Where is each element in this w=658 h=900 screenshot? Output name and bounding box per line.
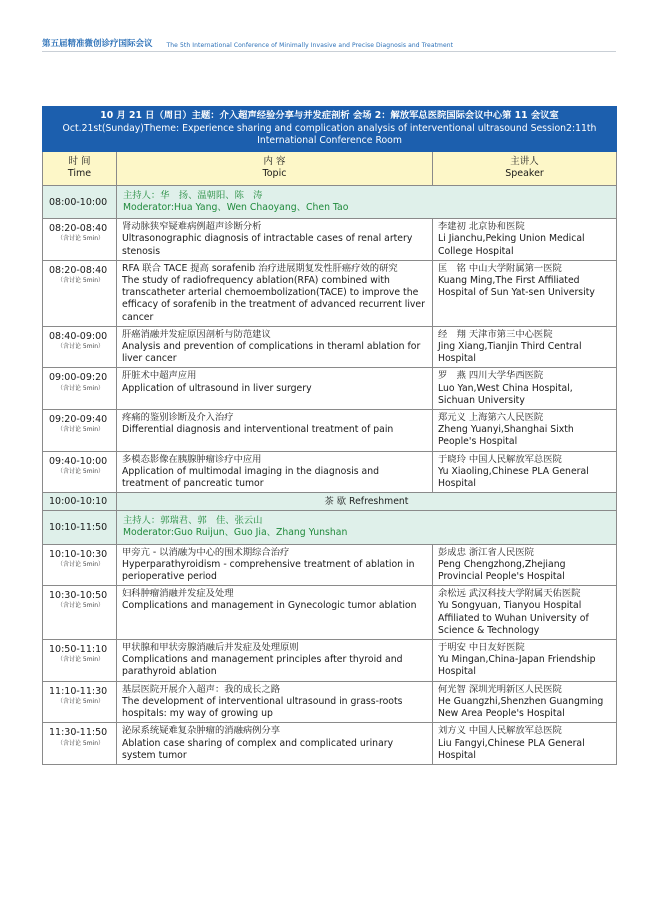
speaker-cn: 郑元义 上海第六人民医院 (438, 412, 544, 424)
speaker-cell (433, 681, 617, 723)
topic-cell (117, 723, 433, 765)
time-range: 09:00-09:20 (49, 372, 108, 384)
talk-row (43, 681, 617, 723)
topic-en: The study of radiofrequency ablation(RFA) combined with transcatheter arterial chemoembolization(TACE) to improve the efficacy of sorafenib in the treatment of advanced recurrent liver cancer (122, 275, 425, 323)
moderator-row (43, 511, 617, 544)
discussion-note: （含讨论 5min） (57, 697, 105, 705)
time-range: 09:20-09:40 (49, 414, 108, 426)
speaker-cn: 刘方义 中国人民解放军总医院 (438, 725, 562, 737)
talk-row (43, 410, 617, 452)
topic-cn: 多模态影像在胰腺肿瘤诊疗中应用 (122, 453, 262, 465)
topic-cn: 甲旁亢 - 以消融为中心的围术期综合治疗 (122, 546, 290, 558)
speaker-cn: 于明安 中日友好医院 (438, 642, 525, 654)
speaker-cell (433, 586, 617, 640)
topic-cell (117, 640, 433, 682)
topic-cn: 基层医院开展介入超声：我的成长之路 (122, 683, 281, 695)
time-range: 08:20-08:40 (49, 223, 108, 235)
time-cell (43, 410, 117, 452)
moderator-cn: 主持人：郭瑞君、郭 佳、张云山 (123, 515, 263, 527)
topic-cn: 肝癌消融并发症原因剖析与防范建议 (122, 328, 271, 340)
time-range: 10:30-10:50 (49, 590, 108, 602)
schedule-body (43, 107, 617, 765)
topic-en: Ablation case sharing of complex and complicated urinary system tumor (122, 737, 394, 761)
speaker-cn: 罗 燕 四川大学华西医院 (438, 370, 544, 382)
topic-en: Ultrasonographic diagnosis of intractable cases of renal artery stenosis (122, 233, 413, 257)
time-cell (43, 493, 117, 511)
talk-row (43, 219, 617, 261)
speaker-en: Kuang Ming,The First Affiliated Hospital of Sun Yat-sen University (438, 275, 595, 299)
time-cell (43, 640, 117, 682)
topic-cn: 肝脏术中超声应用 (122, 370, 197, 382)
speaker-cn: 李建初 北京协和医院 (438, 221, 525, 233)
speaker-en: Peng Chengzhong,Zhejiang Provincial People's Hospital (438, 558, 566, 583)
speaker-column-header (433, 151, 617, 185)
speaker-en: Jing Xiang,Tianjin Third Central Hospital (438, 341, 582, 365)
talk-row (43, 260, 617, 326)
discussion-note: （含讨论 5min） (57, 739, 105, 747)
speaker-cn: 于晓玲 中国人民解放军总医院 (438, 453, 562, 465)
talk-row (43, 544, 617, 586)
discussion-note: （含讨论 5min） (57, 602, 105, 610)
schedule-table (42, 106, 617, 765)
speaker-cn: 彭成忠 浙江省人民医院 (438, 546, 534, 558)
topic-en: Application of multimodal imaging in the diagnosis and treatment of pancreatic tumor (122, 465, 380, 490)
moderator-cell (117, 511, 617, 544)
time-cell (43, 723, 117, 765)
topic-header-en: Topic (262, 168, 287, 180)
time-cell (43, 185, 117, 218)
topic-en: Hyperparathyroidism - comprehensive treatment of ablation in perioperative period (122, 558, 415, 583)
speaker-cell (433, 640, 617, 682)
time-range: 10:00-10:10 (49, 495, 108, 507)
session-title-cn: 10 月 21 日（周日）主题：介入超声经验分享与并发症剖析 会场 2：解放军总医院国际会议中心第 11 会议室 (100, 110, 559, 121)
time-cell (43, 511, 117, 544)
speaker-cell (433, 723, 617, 765)
time-range: 08:40-09:00 (49, 330, 108, 342)
talk-row (43, 451, 617, 493)
speaker-cell (433, 260, 617, 326)
speaker-en: Yu Songyuan, Tianyou Hospital Affiliated to Wuhan University of Science & Technology (438, 600, 589, 636)
time-cell (43, 260, 117, 326)
moderator-row (43, 185, 617, 218)
topic-cell (117, 410, 433, 452)
topic-cell (117, 219, 433, 261)
topic-en: The development of interventional ultrasound in grass-roots hospitals: my way of growing up (122, 695, 403, 720)
time-column-header (43, 151, 117, 185)
topic-column-header (117, 151, 433, 185)
discussion-note: （含讨论 5min） (57, 343, 105, 351)
time-cell (43, 586, 117, 640)
speaker-cn: 匡 铭 中山大学附属第一医院 (438, 262, 562, 274)
speaker-cn: 经 翔 天津市第三中心医院 (438, 328, 553, 340)
topic-cell (117, 544, 433, 586)
time-header-en: Time (67, 168, 92, 180)
moderator-cn: 主持人：华 扬、温朝阳、陈 涛 (123, 189, 263, 201)
speaker-header-cn: 主讲人 (510, 156, 539, 168)
moderator-cell (117, 185, 617, 218)
talk-row (43, 723, 617, 765)
time-cell (43, 219, 117, 261)
talk-row (43, 368, 617, 410)
time-range: 08:20-08:40 (49, 264, 108, 276)
topic-cn: 疼痛的鉴别诊断及介入治疗 (122, 412, 234, 424)
topic-cn: RFA 联合 TACE 提高 sorafenib 治疗进展期复发性肝癌疗效的研究 (122, 262, 398, 274)
talk-row (43, 640, 617, 682)
time-range: 08:00-10:00 (49, 196, 108, 208)
time-range: 11:30-11:50 (49, 727, 108, 739)
speaker-en: Yu Xiaoling,Chinese PLA General Hospital (438, 465, 589, 490)
speaker-en: Liu Fangyi,Chinese PLA General Hospital (438, 737, 585, 761)
topic-cn: 甲状腺和甲状旁腺消融后并发症及处理原则 (122, 642, 299, 654)
topic-en: Application of ultrasound in liver surgery (122, 382, 312, 394)
topic-en: Analysis and prevention of complications in theraml ablation for liver cancer (122, 341, 421, 365)
topic-cn: 妇科肿瘤消融并发症及处理 (122, 588, 234, 600)
topic-header-cn: 内 容 (263, 156, 286, 168)
time-cell (43, 681, 117, 723)
speaker-cn: 何光智 深圳光明新区人民医院 (438, 683, 562, 695)
time-cell (43, 544, 117, 586)
time-header-cn: 时 间 (68, 156, 91, 168)
speaker-en: Zheng Yuanyi,Shanghai Sixth People's Hospital (438, 424, 574, 448)
topic-cell (117, 326, 433, 368)
column-header-row (43, 151, 617, 185)
speaker-cell (433, 544, 617, 586)
time-range: 09:40-10:00 (49, 455, 108, 467)
topic-cell (117, 368, 433, 410)
moderator-en: Moderator:Guo Ruijun、Guo Jia、Zhang Yunshan (123, 527, 348, 539)
talk-row (43, 586, 617, 640)
topic-cell (117, 681, 433, 723)
time-cell (43, 451, 117, 493)
topic-cn: 泌尿系统疑难复杂肿瘤的消融病例分享 (122, 725, 281, 737)
topic-en: Differential diagnosis and interventional treatment of pain (122, 424, 394, 436)
conference-title-en: The 5th International Conference of Minimally Invasive and Precise Diagnosis and Treatment (166, 42, 454, 49)
speaker-cell (433, 219, 617, 261)
discussion-note: （含讨论 5min） (57, 656, 105, 664)
speaker-en: Li Jianchu,Peking Union Medical College Hospital (438, 233, 585, 257)
speaker-cell (433, 368, 617, 410)
topic-en: Complications and management principles after thyroid and parathyroid ablation (122, 654, 403, 678)
break-label: 茶 歇 Refreshment (117, 493, 617, 511)
speaker-cell (433, 410, 617, 452)
break-row (43, 493, 617, 511)
topic-cn: 肾动脉狭窄疑难病例超声诊断分析 (122, 221, 262, 233)
discussion-note: （含讨论 5min） (57, 235, 105, 243)
time-range: 10:10-10:30 (49, 548, 108, 560)
time-range: 10:50-11:10 (49, 644, 108, 656)
discussion-note: （含讨论 5min） (57, 277, 105, 284)
speaker-cn: 余松远 武汉科技大学附属天佑医院 (438, 588, 581, 600)
discussion-note: （含讨论 5min） (57, 560, 105, 568)
topic-en: Complications and management in Gynecologic tumor ablation (122, 600, 417, 612)
topic-cell (117, 586, 433, 640)
session-banner-cell (43, 107, 617, 152)
topic-cell (117, 451, 433, 493)
speaker-cell (433, 451, 617, 493)
time-cell (43, 368, 117, 410)
speaker-en: Luo Yan,West China Hospital, Sichuan University (438, 382, 573, 406)
discussion-note: （含讨论 5min） (57, 426, 105, 434)
topic-cell (117, 260, 433, 326)
time-range: 10:10-11:50 (49, 522, 108, 534)
time-cell (43, 326, 117, 368)
moderator-en: Moderator:Hua Yang、Wen Chaoyang、Chen Tao (123, 201, 349, 213)
discussion-note: （含讨论 5min） (57, 384, 105, 392)
talk-row (43, 326, 617, 368)
session-title-en: Oct.21st(Sunday)Theme: Experience sharing and complication analysis of interventional ultrasound Session2:11th International Conference Room (62, 122, 597, 147)
session-banner (43, 107, 617, 152)
speaker-cell (433, 326, 617, 368)
speaker-header-en: Speaker (505, 168, 544, 180)
page-header (42, 36, 616, 52)
speaker-en: He Guangzhi,Shenzhen Guangming New Area People's Hospital (438, 695, 604, 720)
conference-title-cn: 第五届精准微创诊疗国际会议 (42, 39, 153, 49)
time-range: 11:10-11:30 (49, 685, 108, 697)
speaker-en: Yu Mingan,China-Japan Friendship Hospital (438, 654, 596, 678)
discussion-note: （含讨论 5min） (57, 467, 105, 475)
